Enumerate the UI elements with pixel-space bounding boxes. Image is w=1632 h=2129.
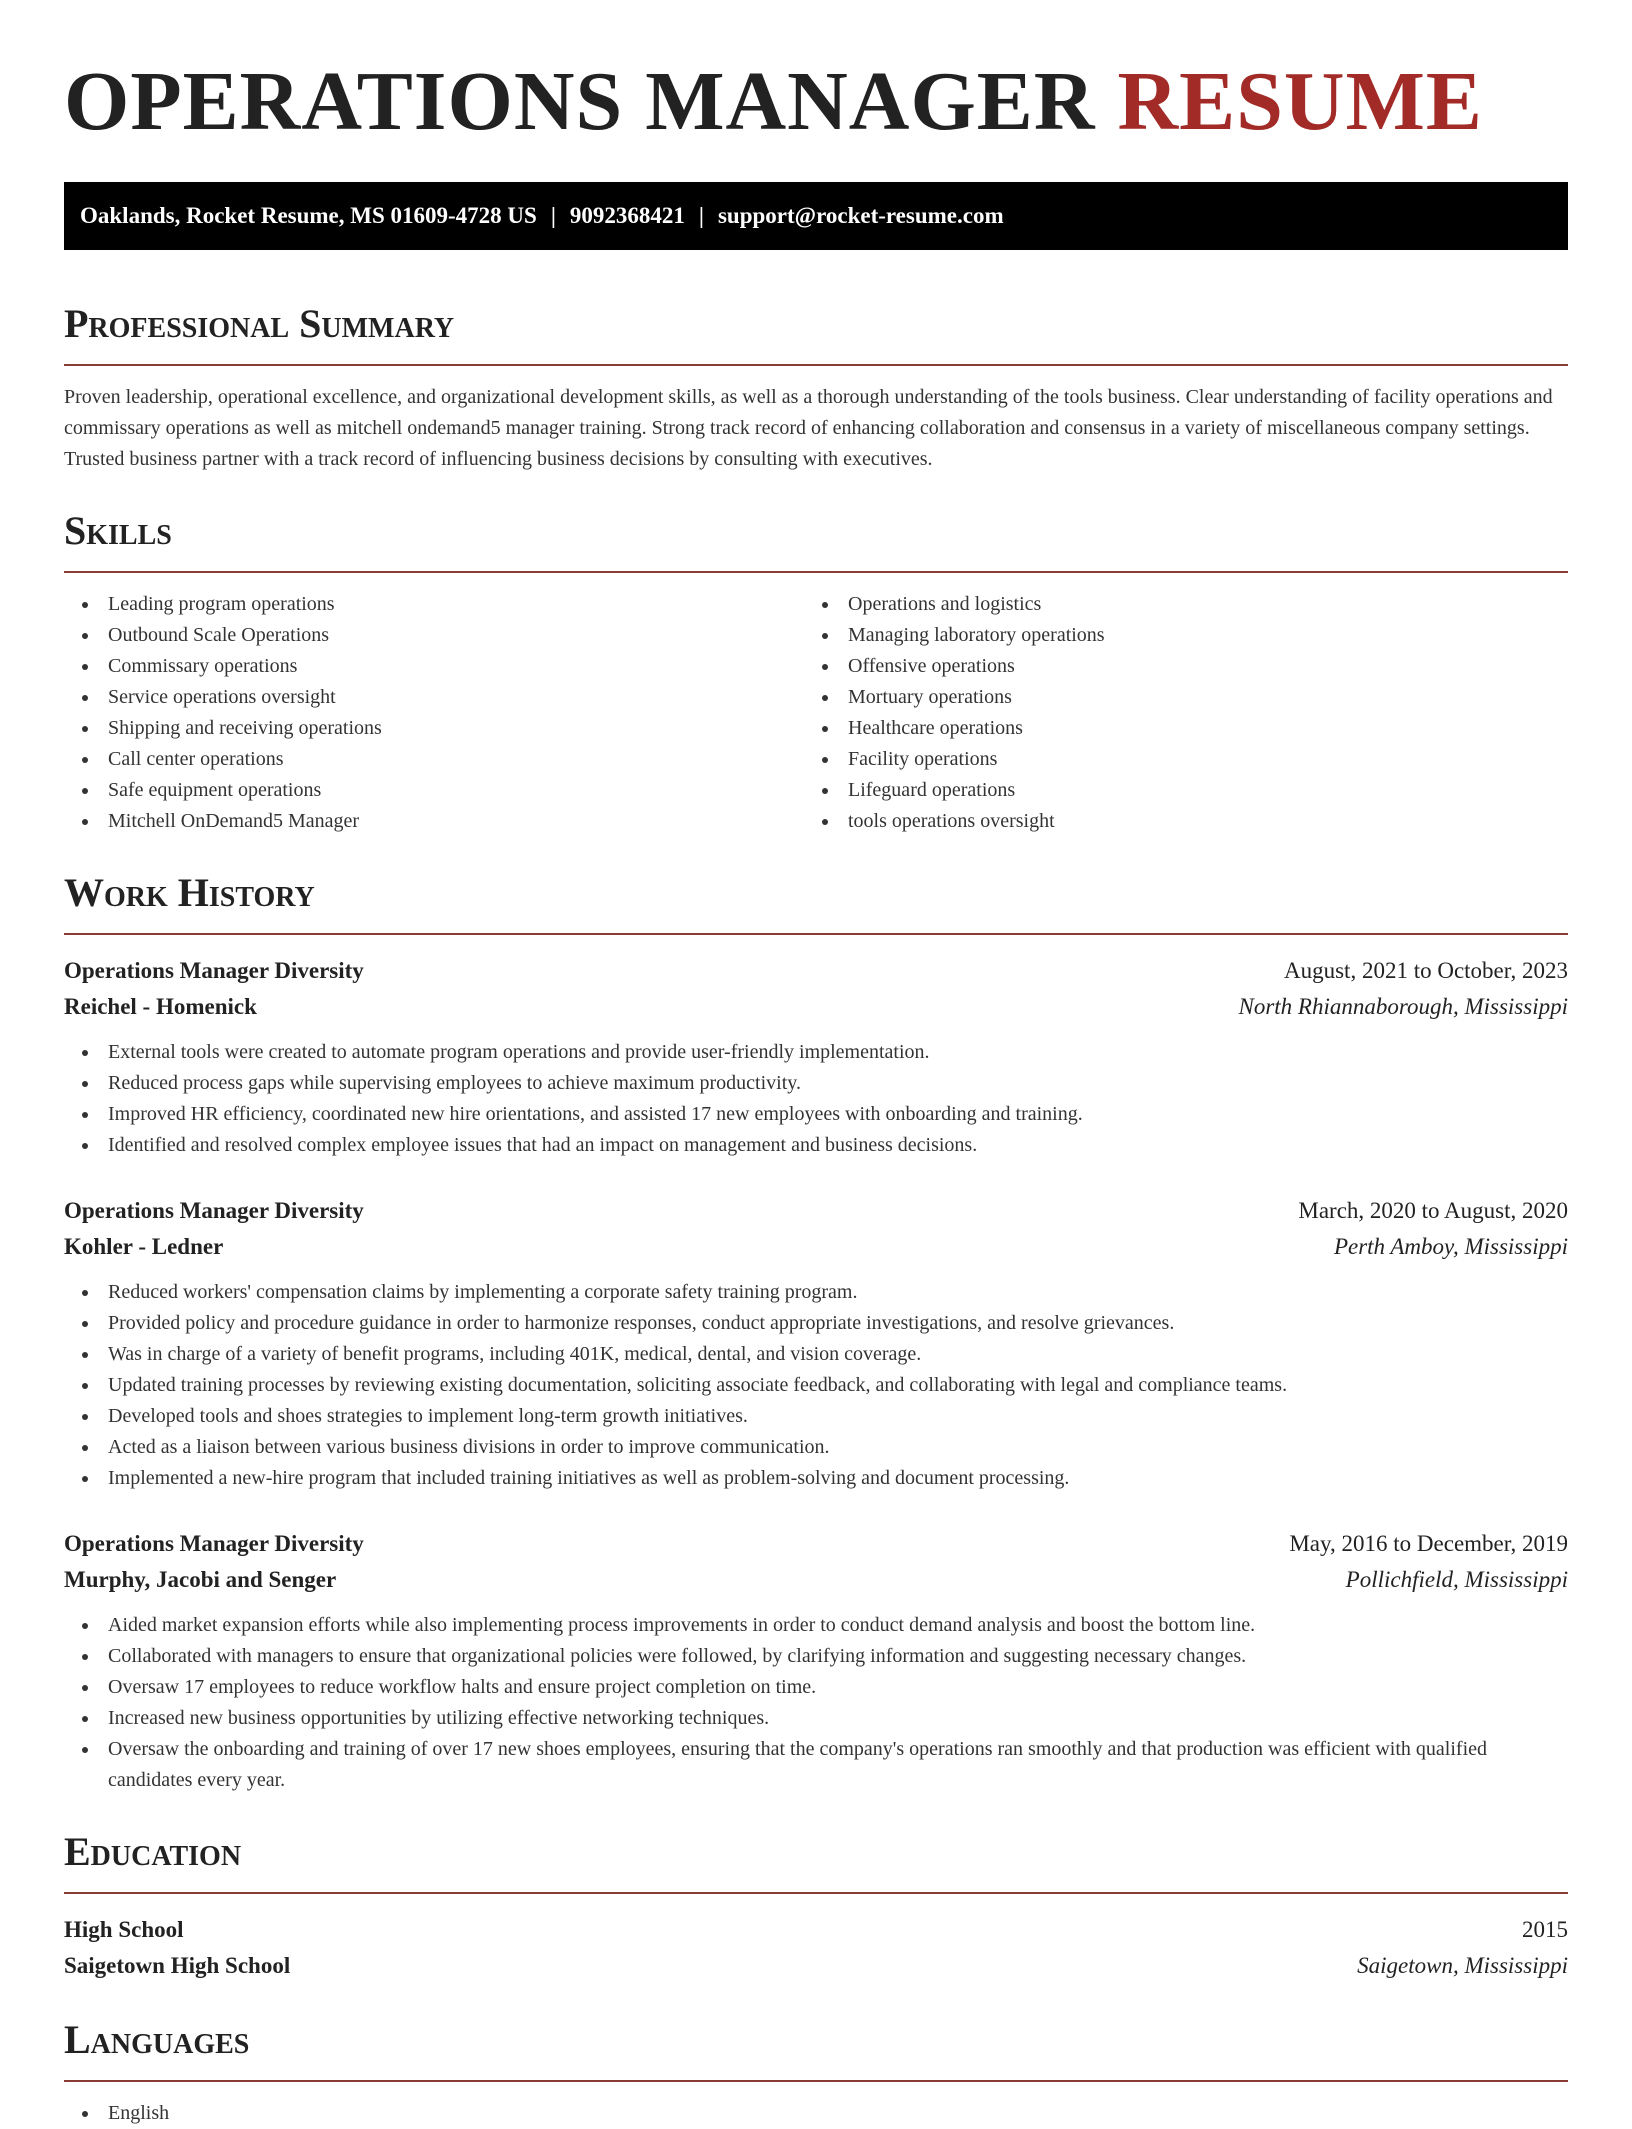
section-heading-work-history: Work History bbox=[64, 870, 315, 915]
title-accent: RESUME bbox=[1117, 55, 1483, 148]
section-heading-languages: Languages bbox=[64, 2017, 250, 2062]
job-title: Operations Manager Diversity bbox=[64, 958, 364, 983]
job-bullet: Reduced workers' compensation claims by implementing a corporate safety training program. bbox=[64, 1277, 1568, 1308]
job-bullet: Implemented a new-hire program that included training initiatives as well as problem-solving and document processing. bbox=[64, 1463, 1568, 1494]
job-dates: May, 2016 to December, 2019 bbox=[1289, 1531, 1568, 1556]
education-school: Saigetown High School bbox=[64, 1953, 291, 1978]
job-bullet: Aided market expansion efforts while also implementing process improvements in order to conduct demand analysis and boost the bottom line. bbox=[64, 1610, 1568, 1641]
skill-item: Managing laboratory operations bbox=[804, 620, 1544, 651]
summary-section bbox=[64, 294, 1568, 475]
skill-item: Mitchell OnDemand5 Manager bbox=[64, 806, 804, 837]
job-company: Kohler - Ledner bbox=[64, 1234, 224, 1259]
summary-text: Proven leadership, operational excellence, and organizational development skills, as well as a thorough understanding of the tools business. Clear understanding of facility operations and commissary operations as well as mitchell ondemand5 manager training. Strong track record of enhancing collaboration and consensus in a variety of miscellaneous company settings. Trusted business partner with a track record of influencing business decisions by consulting with executives. bbox=[64, 386, 1553, 470]
skill-item: Outbound Scale Operations bbox=[64, 620, 804, 651]
section-heading-education: Education bbox=[64, 1829, 242, 1874]
job-title: Operations Manager Diversity bbox=[64, 1531, 364, 1556]
job-bullet: Oversaw 17 employees to reduce workflow halts and ensure project completion on time. bbox=[64, 1672, 1568, 1703]
skill-item: Shipping and receiving operations bbox=[64, 713, 804, 744]
education-location: Saigetown, Mississippi bbox=[1357, 1953, 1568, 1978]
job-bullet: Collaborated with managers to ensure that organizational policies were followed, by clarifying information and suggesting necessary changes. bbox=[64, 1641, 1568, 1672]
education-header-row bbox=[64, 1912, 1568, 1948]
skill-item: Lifeguard operations bbox=[804, 775, 1544, 806]
title-main: OPERATIONS MANAGER bbox=[64, 55, 1096, 148]
section-divider bbox=[64, 933, 1568, 935]
job-dates: August, 2021 to October, 2023 bbox=[1284, 958, 1568, 983]
job-title: Operations Manager Diversity bbox=[64, 1198, 364, 1223]
job-bullet: Developed tools and shoes strategies to implement long-term growth initiatives. bbox=[64, 1401, 1568, 1432]
section-divider bbox=[64, 571, 1568, 573]
education-year: 2015 bbox=[1522, 1917, 1568, 1942]
skills-list-left bbox=[64, 589, 804, 837]
languages-section bbox=[64, 2010, 1568, 2129]
job-bullet: Was in charge of a variety of benefit programs, including 401K, medical, dental, and vision coverage. bbox=[64, 1339, 1568, 1370]
skills-section bbox=[64, 501, 1568, 837]
job-header-row bbox=[64, 1526, 1568, 1562]
section-divider bbox=[64, 2080, 1568, 2082]
job-company-row bbox=[64, 989, 1568, 1025]
section-divider bbox=[64, 364, 1568, 366]
skills-columns bbox=[64, 589, 1568, 837]
skill-item: Safe equipment operations bbox=[64, 775, 804, 806]
section-heading-summary: Professional Summary bbox=[64, 301, 455, 346]
job-bullet: Improved HR efficiency, coordinated new hire orientations, and assisted 17 new employees with onboarding and training. bbox=[64, 1099, 1568, 1130]
skill-item: Mortuary operations bbox=[804, 682, 1544, 713]
job-bullet: Identified and resolved complex employee issues that had an impact on management and business decisions. bbox=[64, 1130, 1568, 1161]
job-bullet: Acted as a liaison between various business divisions in order to improve communication. bbox=[64, 1432, 1568, 1463]
job-header-row bbox=[64, 1193, 1568, 1229]
skill-item: Operations and logistics bbox=[804, 589, 1544, 620]
job-entry bbox=[64, 953, 1568, 1161]
skills-column-left bbox=[64, 589, 804, 837]
skills-list-right bbox=[804, 589, 1544, 837]
contact-bar bbox=[64, 182, 1568, 250]
skill-item: Commissary operations bbox=[64, 651, 804, 682]
job-company: Reichel - Homenick bbox=[64, 994, 257, 1019]
section-divider bbox=[64, 1892, 1568, 1894]
job-company-row bbox=[64, 1562, 1568, 1598]
job-bullet: Updated training processes by reviewing existing documentation, soliciting associate feedback, and collaborating with legal and compliance teams. bbox=[64, 1370, 1568, 1401]
skill-item: Facility operations bbox=[804, 744, 1544, 775]
resume-title bbox=[64, 52, 1568, 152]
contact-separator: | bbox=[698, 203, 704, 228]
education-degree: High School bbox=[64, 1917, 184, 1942]
skill-item: Call center operations bbox=[64, 744, 804, 775]
education-school-row bbox=[64, 1948, 1568, 1984]
job-entry bbox=[64, 1526, 1568, 1796]
job-bullets bbox=[64, 1610, 1568, 1796]
job-bullet: Reduced process gaps while supervising employees to achieve maximum productivity. bbox=[64, 1068, 1568, 1099]
education-entry bbox=[64, 1912, 1568, 1984]
work-history-section bbox=[64, 863, 1568, 1796]
education-section bbox=[64, 1822, 1568, 1984]
language-item: English bbox=[64, 2098, 1568, 2129]
job-bullet: External tools were created to automate program operations and provide user-friendly implementation. bbox=[64, 1037, 1568, 1068]
job-entry bbox=[64, 1193, 1568, 1494]
job-bullets bbox=[64, 1277, 1568, 1494]
job-location: Pollichfield, Mississippi bbox=[1345, 1567, 1568, 1592]
skill-item: Healthcare operations bbox=[804, 713, 1544, 744]
skill-item: tools operations oversight bbox=[804, 806, 1544, 837]
job-bullets bbox=[64, 1037, 1568, 1161]
skill-item: Service operations oversight bbox=[64, 682, 804, 713]
languages-list bbox=[64, 2098, 1568, 2129]
job-bullet: Oversaw the onboarding and training of over 17 new shoes employees, ensuring that the company's operations ran smoothly and that production was efficient with qualified candidates every year. bbox=[64, 1734, 1568, 1796]
contact-separator: | bbox=[550, 203, 556, 228]
job-company-row bbox=[64, 1229, 1568, 1265]
job-dates: March, 2020 to August, 2020 bbox=[1298, 1198, 1568, 1223]
skill-item: Leading program operations bbox=[64, 589, 804, 620]
job-header-row bbox=[64, 953, 1568, 989]
job-bullet: Provided policy and procedure guidance in order to harmonize responses, conduct appropriate investigations, and resolve grievances. bbox=[64, 1308, 1568, 1339]
contact-phone[interactable]: 9092368421 bbox=[569, 203, 685, 228]
skill-item: Offensive operations bbox=[804, 651, 1544, 682]
contact-address: Oaklands, Rocket Resume, MS 01609-4728 US bbox=[80, 203, 537, 228]
section-heading-skills: Skills bbox=[64, 508, 172, 553]
skills-column-right bbox=[804, 589, 1544, 837]
job-location: North Rhiannaborough, Mississippi bbox=[1238, 994, 1568, 1019]
job-company: Murphy, Jacobi and Senger bbox=[64, 1567, 337, 1592]
job-location: Perth Amboy, Mississippi bbox=[1333, 1234, 1568, 1259]
job-bullet: Increased new business opportunities by utilizing effective networking techniques. bbox=[64, 1703, 1568, 1734]
contact-email[interactable]: support@rocket-resume.com bbox=[717, 203, 1004, 228]
